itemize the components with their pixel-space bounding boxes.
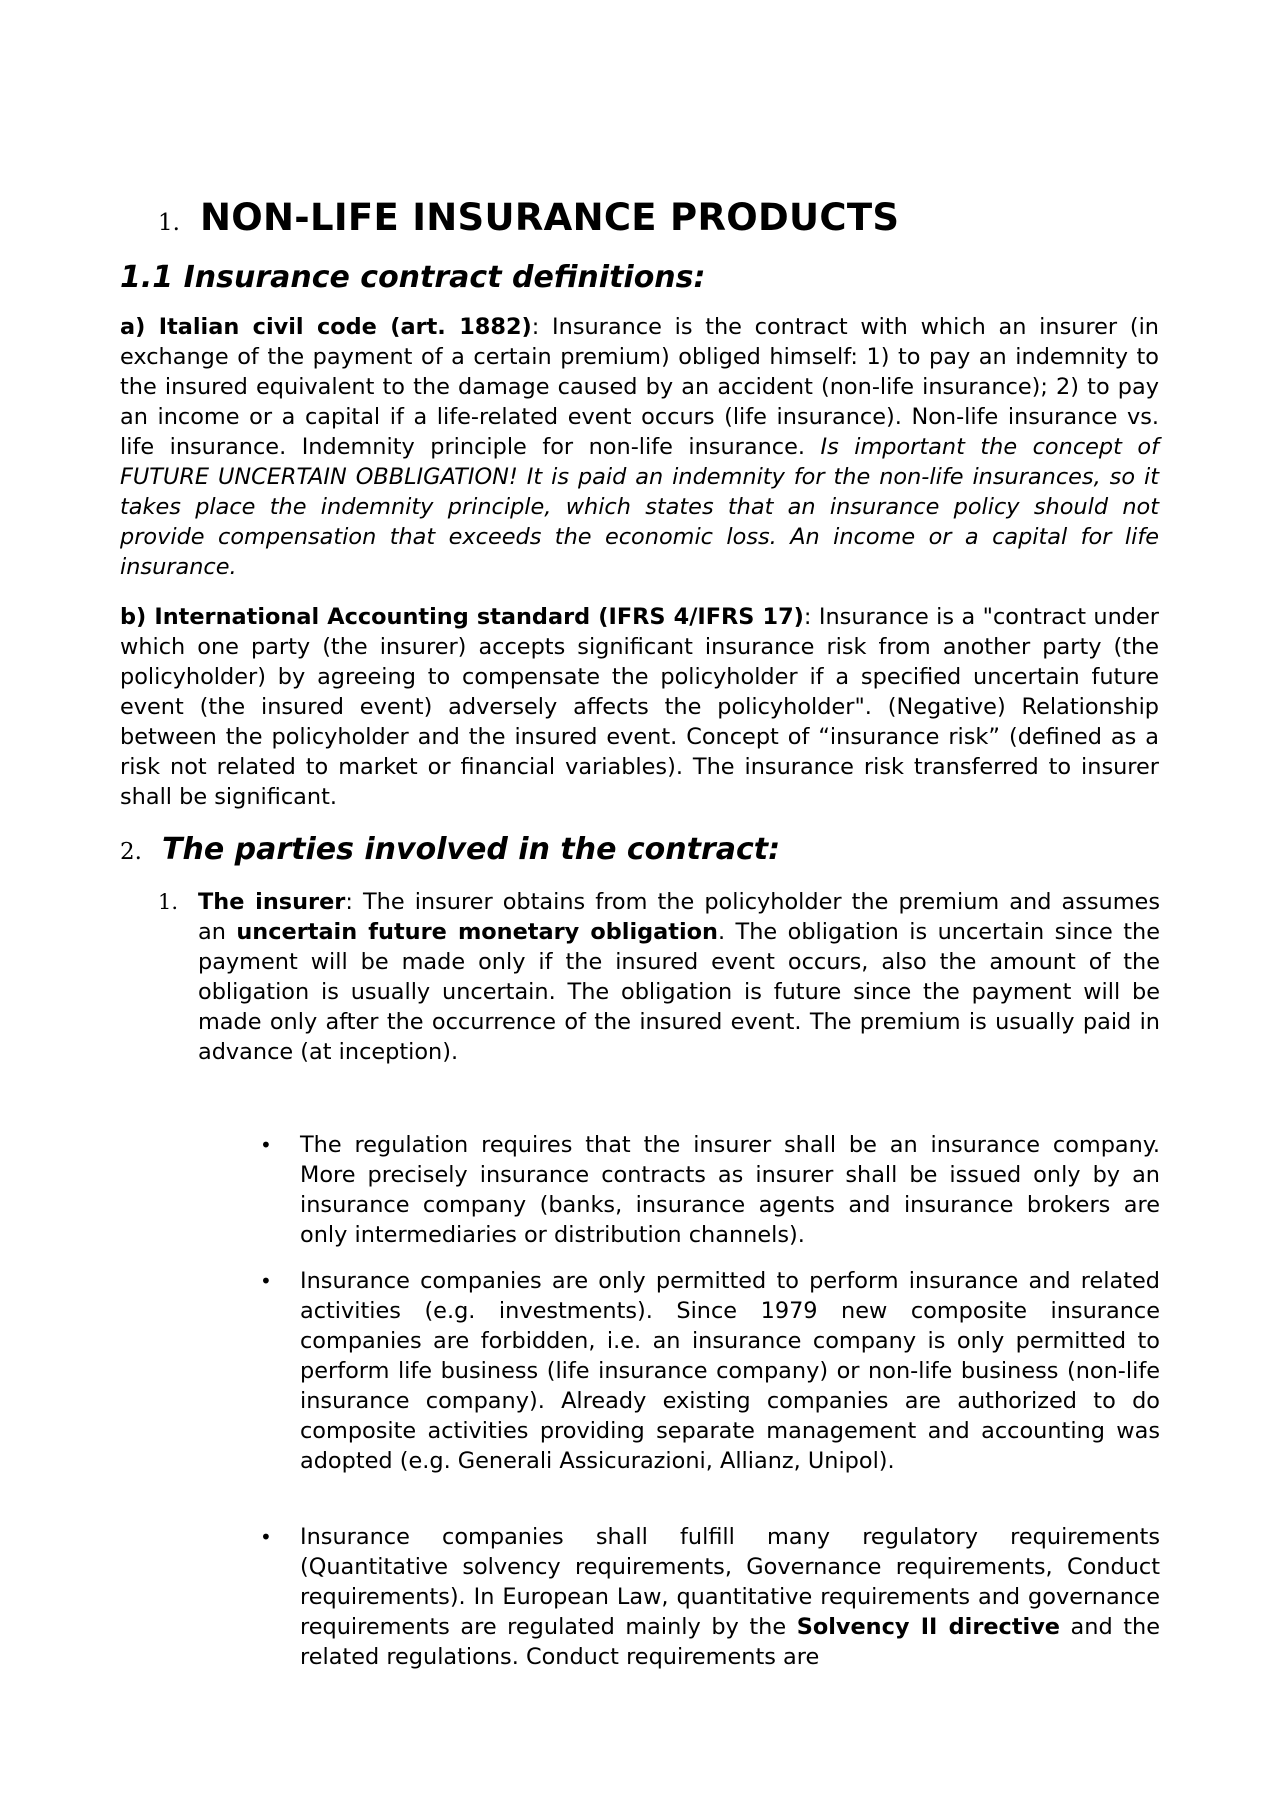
section-title: NON-LIFE INSURANCE PRODUCTS	[200, 196, 900, 239]
paragraph-italian-civil-code	[120, 312, 1159, 582]
bullet-marker: •	[260, 1133, 272, 1157]
bullet-emphasis: Solvency II directive	[796, 1614, 1060, 1640]
bullet-marker: •	[260, 1525, 272, 1549]
list-item-label: The insurer	[198, 889, 346, 915]
bullet-marker: •	[260, 1269, 272, 1293]
list-item-emphasis: uncertain future monetary obligation	[236, 919, 718, 945]
paragraph-italic-note: Is important the concept of FUTURE UNCERTAIN OBBLIGATION! It is paid an indemnity for the non-life insurances, so it takes place the indemnity principle, which states that an insurance policy should not provide compensation that exceeds the economic loss. An income or a capital for life insurance.	[120, 434, 1159, 580]
bullet-item	[260, 1522, 1160, 1672]
paragraph-ifrs-definition	[120, 602, 1159, 812]
section-heading-1	[158, 196, 899, 239]
bullet-text	[300, 1522, 1160, 1672]
list-item-body: : The insurer obtains from the policyholder the premium and assumes an	[198, 889, 1160, 945]
bullet-body: Insurance companies shall fulfill many regulatory requirements (Quantitative solvency requirements, Governance requirements, Conduct requirements). In European Law, quantitative requirements and governance requirements are regulated mainly by the	[300, 1524, 1160, 1640]
section-number: 2.	[120, 839, 142, 865]
section-number: 1.	[158, 210, 180, 236]
bullet-text: The regulation requires that the insurer shall be an insurance company. More precisely insurance contracts as insurer shall be issued only by an insurance company (banks, insurance agents and insurance brokers are only intermediaries or distribution channels).	[300, 1132, 1160, 1248]
paragraph-label: b) International Accounting standard (IFRS 4/IFRS 17)	[120, 604, 804, 630]
bullet-body: and the related regulations. Conduct requirements are	[300, 1614, 1160, 1670]
bullet-item	[260, 1130, 1160, 1250]
list-item-body: . The obligation is uncertain since the payment will be made only if the insured event occurs, also the amount of the obligation is usually uncertain. The obligation is future since the payment will be made only after the occurrence of the insured event. The premium is usually paid in advance (at inception).	[198, 919, 1160, 1065]
list-number: 1.	[158, 890, 179, 914]
list-item-text	[198, 887, 1160, 1067]
subsection-heading-1-1: 1.1 Insurance contract definitions:	[120, 260, 706, 295]
section-heading-2	[120, 832, 780, 867]
paragraph-label: a) Italian civil code (art. 1882)	[120, 314, 532, 340]
list-item-insurer	[158, 887, 1160, 1067]
paragraph-body: : Insurance is a "contract under which one party (the insurer) accepts significant insurance risk from another party (the policyholder) by agreeing to compensate the policyholder if a specified uncertain future event (the insured event) adversely affects the policyholder". (Negative) Relationship between the policyholder and the insured event. Concept of “insurance risk” (defined as a risk not related to market or financial variables). The insurance risk transferred to insurer shall be significant.	[120, 604, 1159, 810]
bullet-item	[260, 1266, 1160, 1476]
bullet-text: Insurance companies are only permitted to perform insurance and related activities (e.g. investments). Since 1979 new composite insurance companies are forbidden, i.e. an insurance company is only permitted to perform life business (life insurance company) or non-life business (non-life insurance company). Already existing companies are authorized to do composite activities providing separate management and accounting was adopted (e.g. Generali Assicurazioni, Allianz, Unipol).	[300, 1268, 1160, 1474]
paragraph-body: : Insurance is the contract with which an insurer (in exchange of the payment of a certain premium) obliged himself: 1) to pay an indemnity to the insured equivalent to the damage caused by an accident (non-life insurance); 2) to pay an income or a capital if a life-related event occurs (life insurance). Non-life insurance vs. life insurance. Indemnity principle for non-life insurance.	[120, 314, 1159, 460]
section-title: The parties involved in the contract:	[162, 832, 781, 867]
